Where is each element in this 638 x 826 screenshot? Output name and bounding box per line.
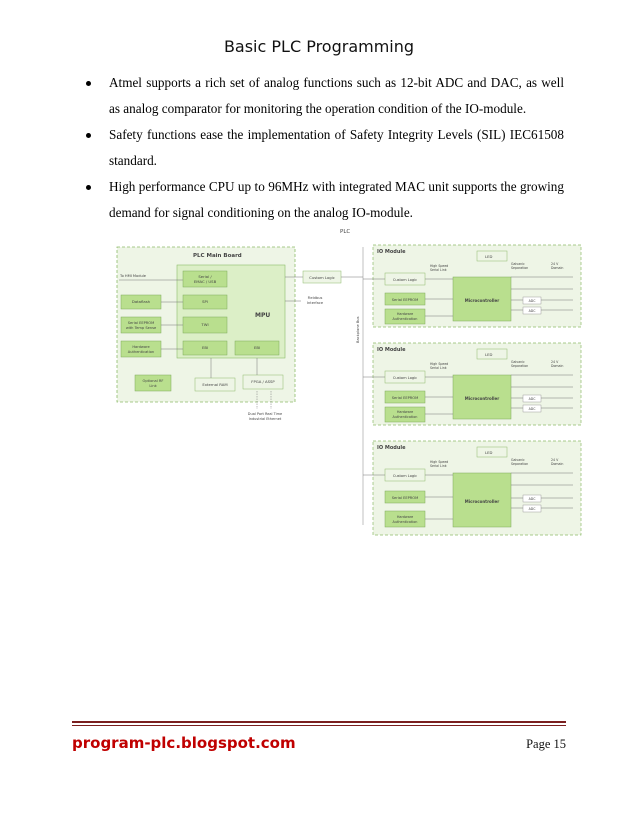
bullet-icon	[86, 185, 91, 190]
fig-hw-auth-main-1: Hardware	[132, 345, 150, 349]
fig-galvanic-1: Galvanic	[511, 458, 525, 462]
fig-dataflash: Dataflash	[131, 299, 151, 304]
footer-site: program-plc.blogspot.com	[72, 734, 296, 752]
bullet-item	[72, 70, 564, 122]
io-module-1	[373, 245, 581, 327]
fig-spi: SPI	[202, 299, 208, 304]
fig-led: LED	[485, 352, 493, 357]
fig-microcontroller: Microcontroller	[464, 298, 500, 303]
fig-24v-1: 24 V	[551, 262, 559, 266]
fig-hw-auth-io-1: Hardware	[396, 515, 414, 519]
plc-block-diagram	[115, 225, 583, 540]
fig-optional-rf-1: Optional RF	[142, 379, 164, 383]
fig-galvanic-1: Galvanic	[511, 360, 525, 364]
fig-main-board-label: PLC Main Board	[193, 253, 242, 259]
fig-serial-eeprom-io: Serial EEPROM	[391, 298, 419, 302]
fig-adc-a: ADC	[528, 497, 536, 501]
fig-twi: TWI	[201, 322, 209, 327]
fig-hw-auth-io-1: Hardware	[396, 312, 414, 316]
fig-ebi-2: EBI	[253, 345, 261, 350]
bullet-text: High performance CPU up to 96MHz with integrated MAC unit supports the growing demand for signal conditioning on the analog IO-module.	[109, 179, 564, 220]
fig-high-speed-1: High Speed	[430, 362, 449, 366]
fig-fieldbus-1: Fieldbus	[307, 296, 323, 300]
fig-mpu-label: MPU	[255, 312, 271, 319]
fig-custom-logic-io: Custom Logic	[392, 278, 418, 282]
fig-microcontroller: Microcontroller	[464, 396, 500, 401]
bullet-text: Atmel supports a rich set of analog functions such as 12-bit ADC and DAC, as well as analog comparator for monitoring the operation condition of the IO-module.	[109, 75, 564, 116]
fig-high-speed-2: Serial Link	[430, 268, 447, 272]
fig-adc-b: ADC	[528, 507, 536, 511]
fig-optional-rf-2: Link	[149, 384, 157, 388]
fig-galvanic-1: Galvanic	[511, 262, 525, 266]
fig-ethernet-1: Dual Port Real Time	[247, 412, 283, 416]
fig-plc-label: PLC	[340, 229, 351, 235]
bullet-icon	[86, 81, 91, 86]
bullet-item	[72, 122, 564, 174]
footer-rule-thin	[72, 725, 566, 726]
fig-galvanic-2: Separation	[511, 364, 529, 368]
fig-custom-logic-main: Custom Logic	[309, 275, 335, 280]
fig-custom-logic-io: Custom Logic	[392, 474, 418, 478]
fig-serial-eeprom-io: Serial EEPROM	[391, 496, 419, 500]
bullet-list	[72, 70, 564, 226]
fig-fpga: FPGA / ASSP	[251, 379, 275, 384]
fig-high-speed-2: Serial Link	[430, 464, 447, 468]
bullet-icon	[86, 133, 91, 138]
fig-external-ram: External RAM	[202, 382, 228, 387]
fig-24v-1: 24 V	[551, 458, 559, 462]
fig-serial-emac-2: EMAC / USB	[193, 279, 217, 284]
fig-adc-b: ADC	[528, 407, 536, 411]
bullet-item	[72, 174, 564, 226]
fig-adc-b: ADC	[528, 309, 536, 313]
fig-high-speed-1: High Speed	[430, 264, 449, 268]
fig-ethernet-2: Industrial Ethernet	[248, 417, 282, 421]
eeprom-temp-block	[121, 317, 161, 333]
fig-adc-a: ADC	[528, 299, 536, 303]
bullet-text: Safety functions ease the implementation of Safety Integrity Levels (SIL) IEC61508 standard.	[109, 127, 564, 168]
page-number: Page 15	[526, 737, 566, 751]
fig-serial-emac-1: Serial /	[198, 274, 212, 279]
fig-hw-auth-io-1: Hardware	[396, 410, 414, 414]
hw-auth-block-main	[121, 341, 161, 357]
fig-hw-auth-io-2: Authentication	[392, 415, 418, 419]
fig-galvanic-2: Separation	[511, 266, 529, 270]
fig-hw-auth-io-2: Authentication	[392, 520, 418, 524]
footer-rule	[72, 721, 566, 723]
fig-io-module-label: IO Module	[377, 249, 406, 255]
fig-backplane: Backplane Bus	[356, 316, 360, 343]
fig-hmi-label: To HMI Module	[120, 274, 146, 278]
fig-hw-auth-main-2: Authentication	[127, 350, 155, 354]
fig-custom-logic-io: Custom Logic	[392, 376, 418, 380]
fig-led: LED	[485, 450, 493, 455]
fig-24v-2: Domain	[551, 364, 564, 368]
fig-led: LED	[485, 254, 493, 259]
fig-24v-2: Domain	[551, 462, 564, 466]
fig-io-module-label: IO Module	[377, 445, 406, 451]
fig-hw-auth-io-2: Authentication	[392, 317, 418, 321]
fig-high-speed-1: High Speed	[430, 460, 449, 464]
fig-fieldbus-2: Interface	[306, 301, 324, 305]
optional-rf-block	[135, 375, 171, 391]
fig-24v-2: Domain	[551, 266, 564, 270]
fig-24v-1: 24 V	[551, 360, 559, 364]
fig-adc-a: ADC	[528, 397, 536, 401]
fig-ebi-1: EBI	[201, 345, 209, 350]
page-header: Basic PLC Programming	[223, 37, 415, 56]
fig-galvanic-2: Separation	[511, 462, 529, 466]
fig-microcontroller: Microcontroller	[464, 499, 500, 504]
fig-io-module-label: IO Module	[377, 347, 406, 353]
fig-high-speed-2: Serial Link	[430, 366, 447, 370]
fig-eeprom-temp-1: Serial EEPROM	[127, 321, 155, 325]
io-module-2	[373, 343, 581, 425]
io-module-3	[373, 441, 581, 535]
fig-serial-eeprom-io: Serial EEPROM	[391, 396, 419, 400]
fig-eeprom-temp-2: with Temp Sense	[125, 326, 157, 330]
